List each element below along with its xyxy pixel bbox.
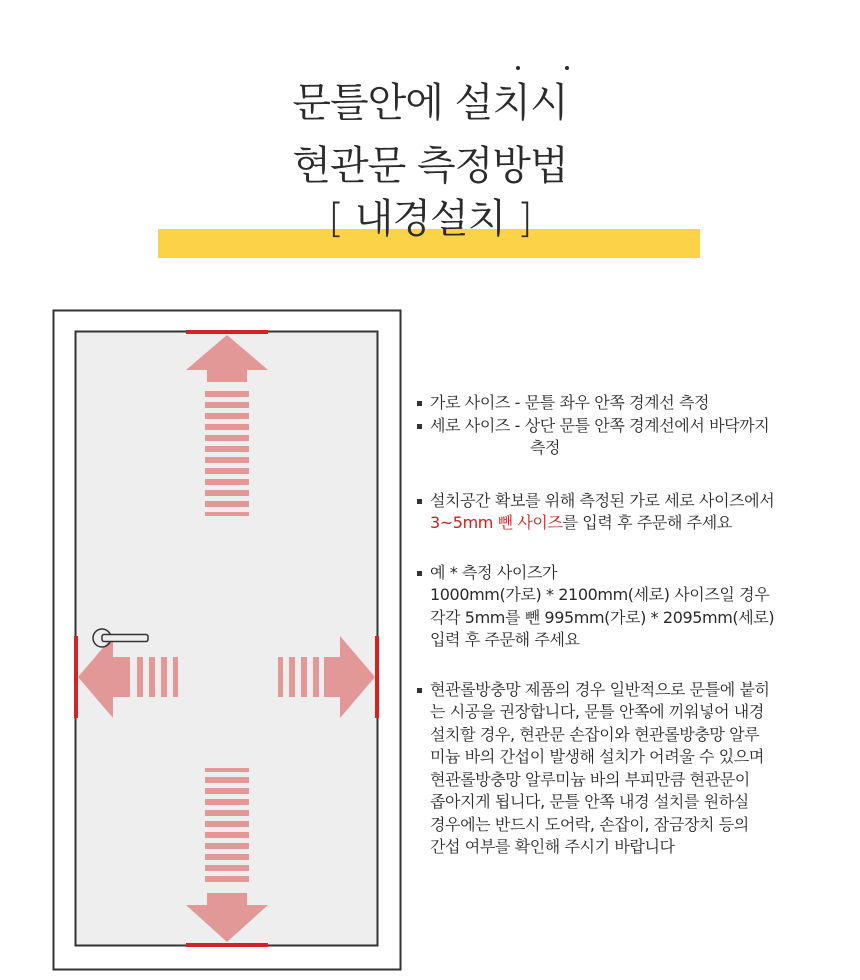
caution-line: 현관롤방충망 제품의 경우 일반적으로 문틀에 붙히 [430,679,770,699]
list-item [414,490,834,513]
list-item [414,562,834,585]
list-item [414,415,834,438]
space-note-text: 설치공간 확보를 위해 측정된 가로 세로 사이즈에서 [430,490,775,510]
left-boundary-marker [74,636,78,718]
example-heading: 예 * 측정 사이즈가 [430,562,558,582]
width-measure-text: 가로 사이즈 - 문틀 좌우 안쪽 경계선 측정 [430,393,710,412]
deduction-highlight: 3~5mm 뺀 사이즈 [430,513,563,532]
caution-line: 미늄 바의 간섭이 발생해 설치가 어려울 수 있으며 [430,747,764,766]
caution-line: 경우에는 반드시 도어락, 손잡이, 잠금장치 등의 [430,814,749,834]
bottom-boundary-marker [186,943,268,947]
height-measure-text: 세로 사이즈 - 상단 문틀 안쪽 경계선에서 바닥까지 [430,415,770,435]
height-measure-text-cont: 측정 [530,438,561,457]
example-line: 1000mm(가로) * 2100mm(세로) 사이즈일 경우 [430,585,770,604]
space-note-tail: 를 입력 후 주문해 주세요 [562,513,732,532]
caution-line: 간섭 여부를 확인해 주시기 바랍니다 [430,837,675,856]
caution-line: 설치할 경우, 현관문 손잡이와 현관롤방충망 알루 [430,724,760,744]
list-item [414,679,834,702]
measurement-instructions [414,392,834,859]
caution-line: 현관롤방충망 알루미늄 바의 부피만큼 현관문이 [430,769,750,789]
caution-line: 는 시공을 권장합니다, 문틀 안쪽에 끼워넣어 내경 [430,702,764,721]
space-note-line2 [414,512,834,535]
caution-line: 좁아지게 됩니다, 문틀 안쪽 내경 설치를 원하실 [430,792,749,811]
example-line: 입력 후 주문해 주세요 [430,630,580,649]
title-line-1: 문틀안에 설치시 [292,80,568,126]
example-line: 각각 5mm를 뺀 995mm(가로) * 2095mm(세로) [430,607,775,627]
right-boundary-marker [375,636,379,718]
title-line-2: 현관문 측정방법 [292,143,568,189]
list-item [414,392,834,415]
title-line-3: [ 내경설치 ] [328,196,532,242]
top-boundary-marker [186,330,268,334]
